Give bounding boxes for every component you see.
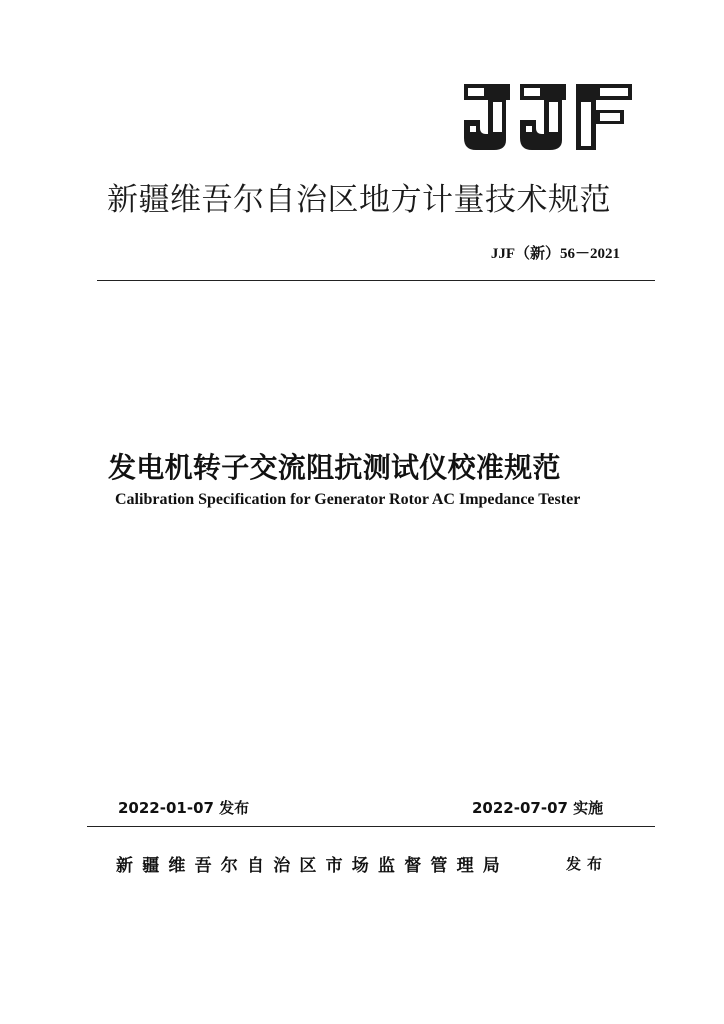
top-divider xyxy=(97,280,655,281)
document-title-en: Calibration Specification for Generator Rotor AC Impedance Tester xyxy=(115,491,581,508)
issue-date: 2022-01-07 发布 xyxy=(118,799,250,817)
bottom-divider xyxy=(87,826,655,827)
document-title-zh: 发电机转子交流阻抗测试仪校准规范 xyxy=(108,451,561,484)
series-title: 新疆维吾尔自治区地方计量技术规范 xyxy=(107,182,611,218)
issuing-authority: 新疆维吾尔自治区市场监督管理局 xyxy=(116,856,509,876)
implementation-date: 2022-07-07 实施 xyxy=(472,799,604,817)
jjf-logo xyxy=(458,82,636,152)
standard-number: JJF（新）56－2021 xyxy=(490,246,620,262)
issue-action: 发布 xyxy=(566,855,609,873)
